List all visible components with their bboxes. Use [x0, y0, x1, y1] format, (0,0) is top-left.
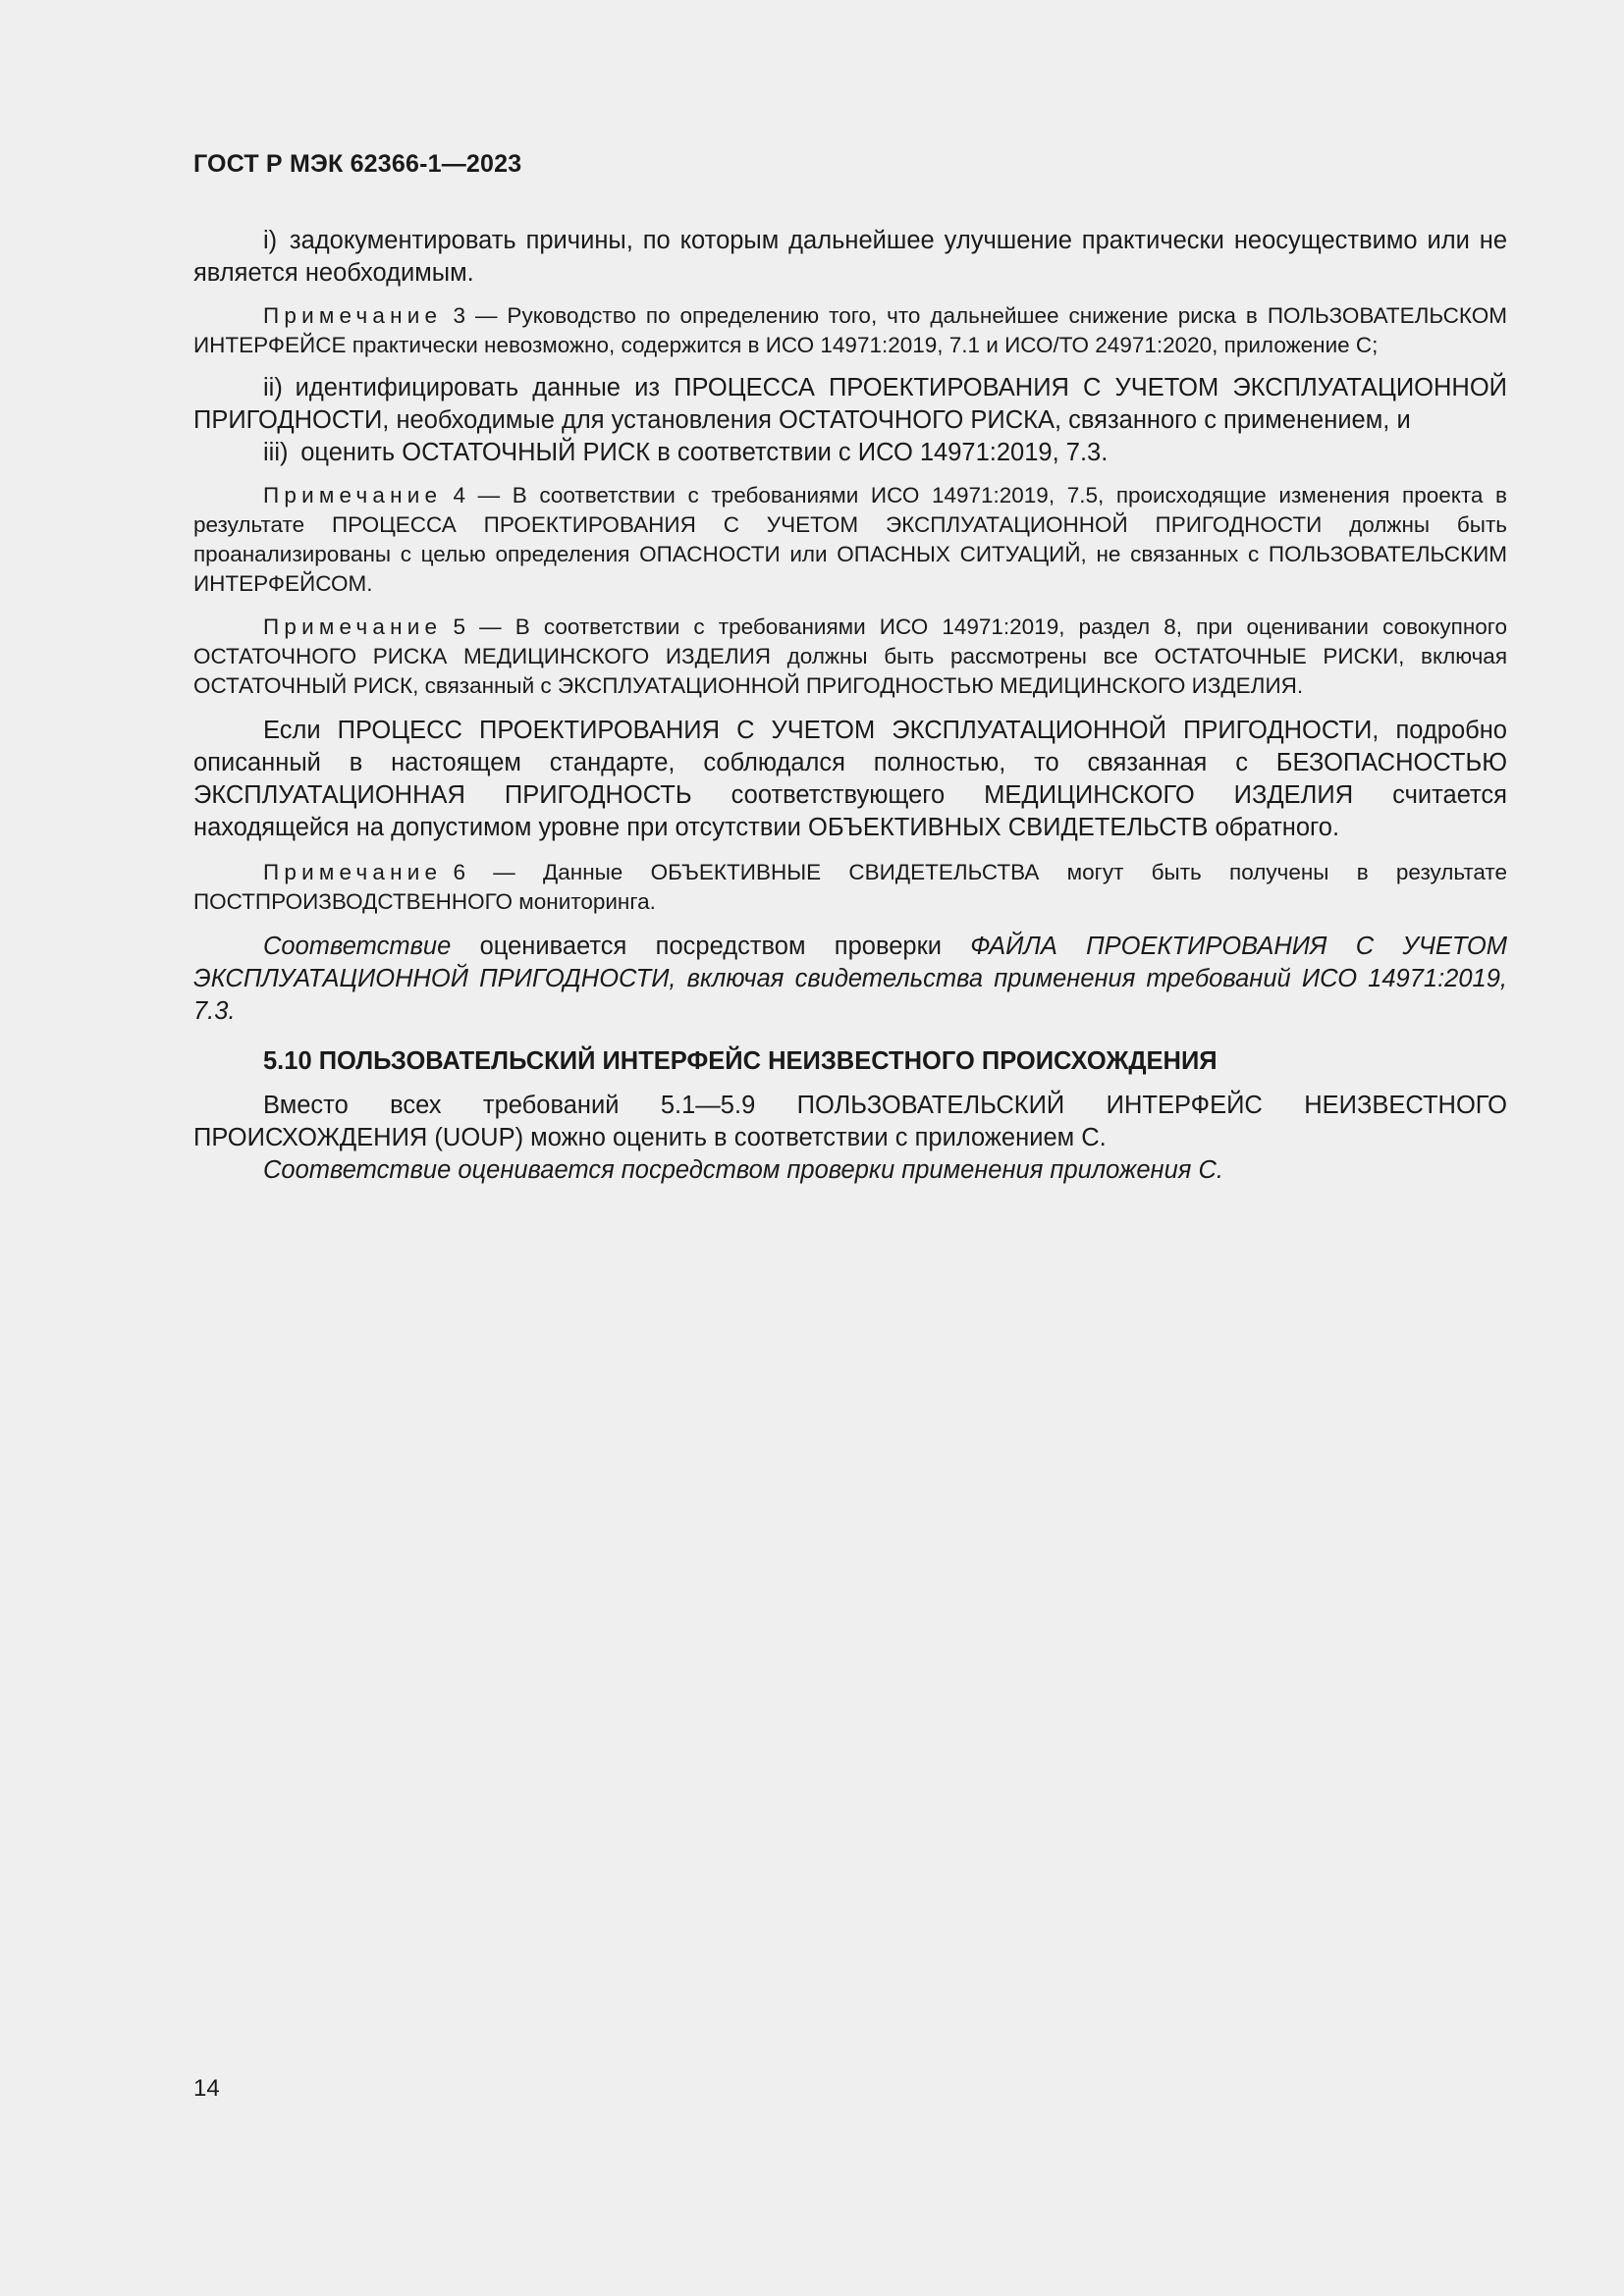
note-4 — [193, 481, 1507, 599]
paragraph-uoup: Вместо всех требований 5.1—5.9 ПОЛЬЗОВАТЕЛЬСКИЙ ИНТЕРФЕЙС НЕИЗВЕСТНОГО ПРОИСХОЖДЕНИЯ (UOUP) можно оценить в соответствии с приложением С. — [193, 1092, 1507, 1151]
note-label: Примечание — [263, 483, 443, 507]
note-label: Примечание — [263, 614, 443, 639]
note-5 — [193, 613, 1507, 701]
compliance-lead: Соответствие — [263, 933, 452, 960]
paragraph-usability-process: Если ПРОЦЕСС ПРОЕКТИРОВАНИЯ С УЧЕТОМ ЭКСПЛУАТАЦИОННОЙ ПРИГОДНОСТИ, подробно описанный в настоящем стандарте, соблюдался полностью, то связанная с БЕЗОПАСНОСТЬЮ ЭКСПЛУАТАЦИОННАЯ ПРИГОДНОСТЬ соответствующего МЕДИЦИНСКОГО ИЗДЕЛИЯ считается находящейся на допустимом уровне при отсутствии ОБЪЕКТИВНЫХ СВИДЕТЕЛЬСТВ обратного. — [193, 717, 1507, 841]
note-text: 3 — Руководство по определению того, что дальнейшее снижение риска в ПОЛЬЗОВАТЕЛЬСКОМ ИНТЕРФЕЙСЕ практически невозможно, содержится в ИСО 14971:2019, 7.1 и ИСО/ТО 24971:2020, приложение С; — [193, 303, 1507, 357]
compliance-middle: оценивается посредством проверки — [451, 933, 971, 960]
note-label: Примечание — [263, 860, 443, 884]
note-text: 6 — Данные ОБЪЕКТИВНЫЕ СВИДЕТЕЛЬСТВА могут быть получены в результате ПОСТПРОИЗВОДСТВЕННОГО мониторинга. — [193, 860, 1507, 914]
compliance-statement-uoup: Соответствие оценивается посредством проверки применения приложения С. — [263, 1156, 1223, 1184]
note-6 — [193, 858, 1507, 917]
note-text: 5 — В соответствии с требованиями ИСО 14971:2019, раздел 8, при оценивании совокупного ОСТАТОЧНОГО РИСКА МЕДИЦИНСКОГО ИЗДЕЛИЯ должны быть рассмотрены все ОСТАТОЧНЫЕ РИСКИ, включая ОСТАТОЧНЫЙ РИСК, связанный с ЭКСПЛУАТАЦИОННОЙ ПРИГОДНОСТЬЮ МЕДИЦИНСКОГО ИЗДЕЛИЯ. — [193, 614, 1507, 698]
compliance-tail: ФАЙЛА ПРОЕКТИРОВАНИЯ С УЧЕТОМ ЭКСПЛУАТАЦИОННОЙ ПРИГОДНОСТИ, включая свидетельства применения требований ИСО 14971:2019, 7.3. — [193, 933, 1507, 1025]
document-body — [193, 225, 1507, 1187]
compliance-statement — [193, 931, 1507, 1028]
list-item-iii: iii) оценить ОСТАТОЧНЫЙ РИСК в соответствии с ИСО 14971:2019, 7.3. — [263, 439, 1109, 466]
note-3 — [193, 301, 1507, 360]
list-item-ii: ii) идентифицировать данные из ПРОЦЕССА ПРОЕКТИРОВАНИЯ С УЧЕТОМ ЭКСПЛУАТАЦИОННОЙ ПРИГОДНОСТИ, необходимые для установления ОСТАТОЧНОГО РИСКА, связанного с применением, и — [193, 374, 1507, 434]
note-text: 4 — В соответствии с требованиями ИСО 14971:2019, 7.5, происходящие изменения проекта в результате ПРОЦЕССА ПРОЕКТИРОВАНИЯ С УЧЕТОМ ЭКСПЛУАТАЦИОННОЙ ПРИГОДНОСТИ должны быть проанализированы с целью определения ОПАСНОСТИ или ОПАСНЫХ СИТУАЦИЙ, не связанных с ПОЛЬЗОВАТЕЛЬСКИМ ИНТЕРФЕЙСОМ. — [193, 483, 1507, 596]
list-item-i: i) задокументировать причины, по которым дальнейшее улучшение практически неосуществимо или не является необходимым. — [193, 227, 1507, 287]
note-label: Примечание — [263, 303, 443, 328]
section-heading: 5.10 ПОЛЬЗОВАТЕЛЬСКИЙ ИНТЕРФЕЙС НЕИЗВЕСТНОГО ПРОИСХОЖДЕНИЯ — [263, 1047, 1218, 1075]
page-number: 14 — [193, 2075, 220, 2102]
document-id-header: ГОСТ Р МЭК 62366-1—2023 — [193, 150, 522, 178]
